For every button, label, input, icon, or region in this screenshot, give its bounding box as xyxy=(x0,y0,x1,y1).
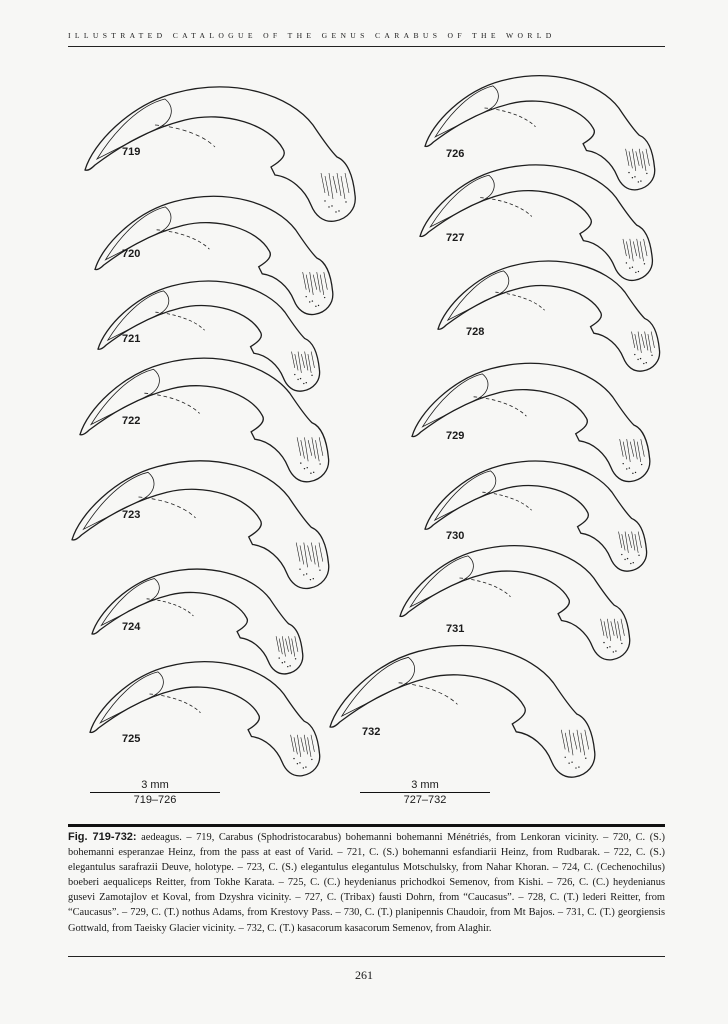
apex-stipple xyxy=(313,578,314,579)
aedeagus-dashed-line xyxy=(144,393,199,413)
apex-hatching xyxy=(643,151,646,171)
aedeagus-internal-sac xyxy=(448,271,509,320)
apex-stipple xyxy=(300,378,301,379)
apex-hatching xyxy=(304,543,308,568)
apex-hatching xyxy=(618,621,621,641)
apex-hatching xyxy=(312,437,316,458)
aedeagus-dashed-line xyxy=(482,492,531,510)
apex-hatching xyxy=(308,737,311,757)
apex-hatching xyxy=(300,545,304,564)
apex-hatching xyxy=(635,534,638,553)
aedeagus-dashed-line xyxy=(495,292,544,310)
aedeagus-outline xyxy=(90,662,320,776)
apex-stipple xyxy=(626,468,627,469)
apex-hatching xyxy=(329,173,333,199)
aedeagus-dashed-line xyxy=(139,497,196,518)
apex-hatching xyxy=(295,354,298,370)
aedeagus-internal-sac xyxy=(342,657,415,716)
apex-hatching xyxy=(298,352,301,373)
apex-hatching xyxy=(619,532,622,548)
apex-stipple xyxy=(304,468,305,469)
scale-bar-right xyxy=(360,779,490,806)
apex-hatching xyxy=(341,176,345,199)
apex-hatching xyxy=(301,440,305,458)
aedeagus-internal-sac xyxy=(101,579,159,626)
caption-text: aedeagus. – 719, Carabus (Sphodristocarabus) bohemanni bohemanni Ménétriés, from Lenkoran vicinity. – 720, C. (S.) bohemanni esperanzae Heinz, from the pass at east of Varid. – 721, C. (S.) bohemanni esfandiarii Heinz, from Rudbarak. – 722, C. (S.) elegantulus sarafrazii Deuve, holotype. – 723, C. (S.) elegantulus elegantulus Motschulsky, from Nahar Khoran. – 724, C. (Cechenochilus) boeberi aequaliceps Reitter, from Tokhe Karata. – 725, C. (C.) heydenianus prichodkoi Semenov, from Kishi. – 726, C. (C.) heydenianus gusevi Zamotajlov et Koval, from Dzyshra vicinity. – 727, C. (Tribax) fausti Dohrn, from “Caucasus”. – 728, C. (T.) lederi Reitter, from “Caucasus”. – 729, C. (T.) nothus Adams, from Krestovy Pass. – 730, C. (T.) planipennis Chaudoir, from Mt Bajos. – 731, C. (T.) georgiensis Gottwald, from Taeisky Glacier vicinity. – 732, C. (T.) kasacorum kasacorum Semenov, from Alaghir. xyxy=(68,832,665,934)
apex-stipple xyxy=(331,205,332,206)
apex-stipple xyxy=(635,272,636,273)
apex-hatching xyxy=(337,173,341,196)
apex-hatching xyxy=(620,439,624,457)
apex-hatching xyxy=(561,730,565,750)
apex-stipple xyxy=(312,300,313,301)
apex-stipple xyxy=(324,297,325,298)
apex-stipple xyxy=(284,661,285,662)
apex-hatching xyxy=(637,442,641,462)
apex-hatching xyxy=(601,619,604,636)
figure-caption xyxy=(68,830,665,936)
apex-stipple xyxy=(289,665,290,666)
apex-hatching xyxy=(324,272,328,290)
apex-stipple xyxy=(297,763,298,764)
caption-rule-top xyxy=(68,824,665,827)
page-number: 261 xyxy=(355,968,373,982)
apex-hatching xyxy=(634,439,638,459)
apex-hatching xyxy=(295,636,298,652)
figure-label-725: 725 xyxy=(122,733,141,745)
apex-stipple xyxy=(294,374,295,375)
apex-stipple xyxy=(638,271,639,272)
aedeagus-outline xyxy=(425,461,647,571)
apex-stipple xyxy=(646,362,647,363)
apex-hatching xyxy=(279,639,282,655)
apex-hatching xyxy=(310,272,314,295)
apex-hatching xyxy=(636,151,639,165)
aedeagus-drawing-726 xyxy=(425,76,655,190)
apex-stipple xyxy=(306,382,307,383)
aedeagus-dashed-line xyxy=(157,230,210,249)
aedeagus-dashed-line xyxy=(150,694,201,713)
apex-stipple xyxy=(632,267,633,268)
figure-label-729: 729 xyxy=(446,430,465,442)
apex-hatching xyxy=(638,532,641,548)
apex-stipple xyxy=(310,473,311,474)
apex-hatching xyxy=(301,737,304,751)
apex-stipple xyxy=(629,267,630,268)
apex-stipple xyxy=(300,462,301,463)
apex-hatching xyxy=(305,352,308,371)
apex-hatching xyxy=(630,239,633,261)
apex-stipple xyxy=(626,262,627,263)
apex-stipple xyxy=(319,463,320,464)
apex-stipple xyxy=(297,379,298,380)
apex-hatching xyxy=(641,334,644,348)
apex-hatching xyxy=(627,439,631,462)
apex-stipple xyxy=(646,173,647,174)
aedeagus-dashed-line xyxy=(155,312,204,330)
apex-stipple xyxy=(571,761,572,762)
apex-hatching xyxy=(629,151,632,168)
apex-hatching xyxy=(321,173,325,193)
apex-stipple xyxy=(282,662,283,663)
aedeagus-drawing-732 xyxy=(330,646,595,778)
apex-stipple xyxy=(613,651,614,652)
apex-hatching xyxy=(645,332,648,351)
apex-stipple xyxy=(621,554,622,555)
aedeagus-internal-sac xyxy=(435,86,498,137)
apex-hatching xyxy=(573,733,577,750)
aedeagus-internal-sac xyxy=(83,472,154,529)
apex-stipple xyxy=(578,766,579,767)
apex-stipple xyxy=(641,464,642,465)
apex-stipple xyxy=(295,658,296,659)
aedeagus-drawing-722 xyxy=(80,358,329,482)
apex-hatching xyxy=(325,176,329,196)
apex-hatching xyxy=(626,149,629,166)
aedeagus-internal-sac xyxy=(435,471,496,520)
apex-hatching xyxy=(577,730,581,753)
apex-hatching xyxy=(632,532,635,551)
apex-stipple xyxy=(313,472,314,473)
apex-stipple xyxy=(324,200,325,201)
apex-hatching xyxy=(297,437,301,455)
apex-stipple xyxy=(307,467,308,468)
apex-stipple xyxy=(305,766,306,767)
apex-hatching xyxy=(317,272,321,292)
figure-label-720: 720 xyxy=(122,248,141,260)
figure-label-731: 731 xyxy=(446,623,465,635)
apex-hatching xyxy=(285,639,288,652)
apex-hatching xyxy=(320,275,324,295)
apex-hatching xyxy=(651,332,654,348)
aedeagus-drawing-727 xyxy=(420,165,652,280)
scale-range: 727–732 xyxy=(403,794,447,806)
apex-hatching xyxy=(607,619,610,641)
apex-hatching xyxy=(292,352,295,368)
apex-hatching xyxy=(640,241,643,261)
apex-stipple xyxy=(635,472,636,473)
apex-hatching xyxy=(585,730,589,750)
apex-stipple xyxy=(630,563,631,564)
apex-hatching xyxy=(648,334,651,353)
apex-hatching xyxy=(345,173,349,193)
aedeagus-dashed-line xyxy=(460,578,511,597)
apex-stipple xyxy=(634,176,635,177)
apex-hatching xyxy=(611,621,614,635)
apex-hatching xyxy=(614,619,617,639)
apex-stipple xyxy=(634,354,635,355)
apex-hatching xyxy=(276,636,279,652)
scale-line xyxy=(90,792,220,793)
apex-hatching xyxy=(633,241,636,256)
scale-line xyxy=(360,792,490,793)
apex-hatching xyxy=(311,735,314,752)
apex-stipple xyxy=(311,375,312,376)
apex-hatching xyxy=(333,176,337,193)
apex-hatching xyxy=(641,439,645,457)
scale-length: 3 mm xyxy=(411,779,439,791)
apex-hatching xyxy=(635,334,638,350)
aedeagus-internal-sac xyxy=(410,556,473,607)
apex-hatching xyxy=(315,545,319,567)
apex-hatching xyxy=(316,440,320,461)
apex-hatching xyxy=(632,332,635,348)
apex-stipple xyxy=(311,759,312,760)
aedeagus-outline xyxy=(330,646,595,778)
apex-hatching xyxy=(569,730,573,755)
apex-stipple xyxy=(644,263,645,264)
apex-hatching xyxy=(621,619,624,636)
apex-hatching xyxy=(303,272,307,290)
apex-stipple xyxy=(603,642,604,643)
aedeagus-drawing-725 xyxy=(90,662,320,776)
figure-label-724: 724 xyxy=(122,621,141,633)
apex-hatching xyxy=(311,543,315,565)
apex-stipple xyxy=(306,296,307,297)
apex-hatching xyxy=(292,639,295,657)
apex-hatching xyxy=(623,239,626,256)
apex-stipple xyxy=(609,646,610,647)
apex-stipple xyxy=(607,647,608,648)
apex-stipple xyxy=(623,463,624,464)
aedeagus-outline xyxy=(420,165,652,280)
apex-stipple xyxy=(303,767,304,768)
aedeagus-internal-sac xyxy=(100,672,163,723)
apex-stipple xyxy=(615,650,616,651)
figure-label-723: 723 xyxy=(122,509,141,521)
apex-stipple xyxy=(315,306,316,307)
aedeagus-internal-sac xyxy=(430,175,494,227)
apex-stipple xyxy=(568,762,569,763)
caption-lead: Fig. 719-732: xyxy=(68,831,137,843)
apex-stipple xyxy=(318,305,319,306)
apex-hatching xyxy=(308,440,312,456)
scale-length: 3 mm xyxy=(141,779,169,791)
apex-stipple xyxy=(293,758,294,759)
apex-hatching xyxy=(622,534,625,550)
apex-stipple xyxy=(345,201,346,202)
apex-hatching xyxy=(308,545,312,561)
apex-stipple xyxy=(629,467,630,468)
figure-label-722: 722 xyxy=(122,415,141,427)
apex-stipple xyxy=(585,758,586,759)
apex-stipple xyxy=(628,172,629,173)
apex-stipple xyxy=(299,762,300,763)
apex-hatching xyxy=(628,534,631,548)
figure-label-719: 719 xyxy=(122,146,141,158)
apex-stipple xyxy=(299,569,300,570)
apex-hatching xyxy=(623,442,627,460)
figure-label-730: 730 xyxy=(446,530,465,542)
figure-label-726: 726 xyxy=(446,148,465,160)
apex-stipple xyxy=(310,579,311,580)
aedeagus-drawing-730 xyxy=(425,461,647,571)
apex-hatching xyxy=(294,737,297,754)
apex-stipple xyxy=(279,657,280,658)
apex-stipple xyxy=(633,562,634,563)
apex-hatching xyxy=(637,239,640,259)
apex-hatching xyxy=(297,735,300,757)
apex-hatching xyxy=(644,239,647,256)
apex-hatching xyxy=(581,733,585,756)
aedeagus-outline xyxy=(412,363,650,481)
aedeagus-outline xyxy=(80,358,329,482)
running-head: ILLUSTRATED CATALOGUE OF THE GENUS CARABUS OF THE WORLD xyxy=(68,31,556,40)
apex-hatching xyxy=(313,275,317,290)
apex-hatching xyxy=(304,735,307,755)
aedeagus-dashed-line xyxy=(474,397,527,416)
apex-hatching xyxy=(319,437,323,455)
figure-label-728: 728 xyxy=(466,326,485,338)
aedeagus-dashed-line xyxy=(155,125,215,147)
apex-hatching xyxy=(311,352,314,368)
apex-stipple xyxy=(303,574,304,575)
apex-stipple xyxy=(637,359,638,360)
apex-hatching xyxy=(291,735,294,752)
aedeagus-dashed-line xyxy=(480,198,532,217)
apex-stipple xyxy=(627,558,628,559)
apex-stipple xyxy=(638,181,639,182)
aedeagus-drawing-729 xyxy=(412,363,650,481)
aedeagus-dashed-line xyxy=(399,683,458,705)
aedeagus-drawing-728 xyxy=(438,261,660,371)
apex-stipple xyxy=(640,180,641,181)
apex-stipple xyxy=(643,363,644,364)
apex-hatching xyxy=(306,275,310,293)
apex-stipple xyxy=(319,569,320,570)
apex-hatching xyxy=(625,532,628,553)
scale-bar-left xyxy=(90,779,220,806)
aedeagus-dashed-line xyxy=(147,599,194,616)
apex-stipple xyxy=(338,210,339,211)
apex-stipple xyxy=(640,358,641,359)
apex-stipple xyxy=(651,355,652,356)
aedeagus-outline xyxy=(425,76,655,190)
aedeagus-drawing-731 xyxy=(400,546,630,660)
apex-hatching xyxy=(630,442,634,457)
apex-hatching xyxy=(639,149,642,169)
apex-stipple xyxy=(335,211,336,212)
figure-label-727: 727 xyxy=(446,232,465,244)
aedeagus-outline xyxy=(438,261,660,371)
apex-stipple xyxy=(565,757,566,758)
aedeagus-dashed-line xyxy=(485,108,536,127)
apex-hatching xyxy=(646,149,649,166)
apex-stipple xyxy=(328,206,329,207)
apex-stipple xyxy=(624,559,625,560)
apex-hatching xyxy=(282,636,285,656)
apex-hatching xyxy=(308,354,311,373)
apex-hatching xyxy=(604,621,607,638)
apex-hatching xyxy=(289,636,292,654)
apex-hatching xyxy=(304,437,308,461)
apex-hatching xyxy=(565,733,569,753)
apex-stipple xyxy=(575,767,576,768)
apex-stipple xyxy=(621,643,622,644)
apex-stipple xyxy=(287,666,288,667)
apex-hatching xyxy=(638,332,641,353)
apex-stipple xyxy=(306,573,307,574)
apex-hatching xyxy=(296,543,300,562)
caption-rule-bottom xyxy=(68,956,665,957)
apex-hatching xyxy=(301,354,304,368)
apex-hatching xyxy=(319,543,323,562)
apex-stipple xyxy=(632,177,633,178)
apex-stipple xyxy=(638,555,639,556)
apex-stipple xyxy=(632,473,633,474)
apex-hatching xyxy=(632,149,635,171)
aedeagus-internal-sac xyxy=(423,374,488,427)
figure-label-721: 721 xyxy=(122,333,141,345)
scale-range: 719–726 xyxy=(133,794,177,806)
figure-label-732: 732 xyxy=(362,726,381,738)
apex-stipple xyxy=(309,301,310,302)
aedeagus-outline xyxy=(400,546,630,660)
apex-stipple xyxy=(303,383,304,384)
apex-hatching xyxy=(626,241,629,258)
